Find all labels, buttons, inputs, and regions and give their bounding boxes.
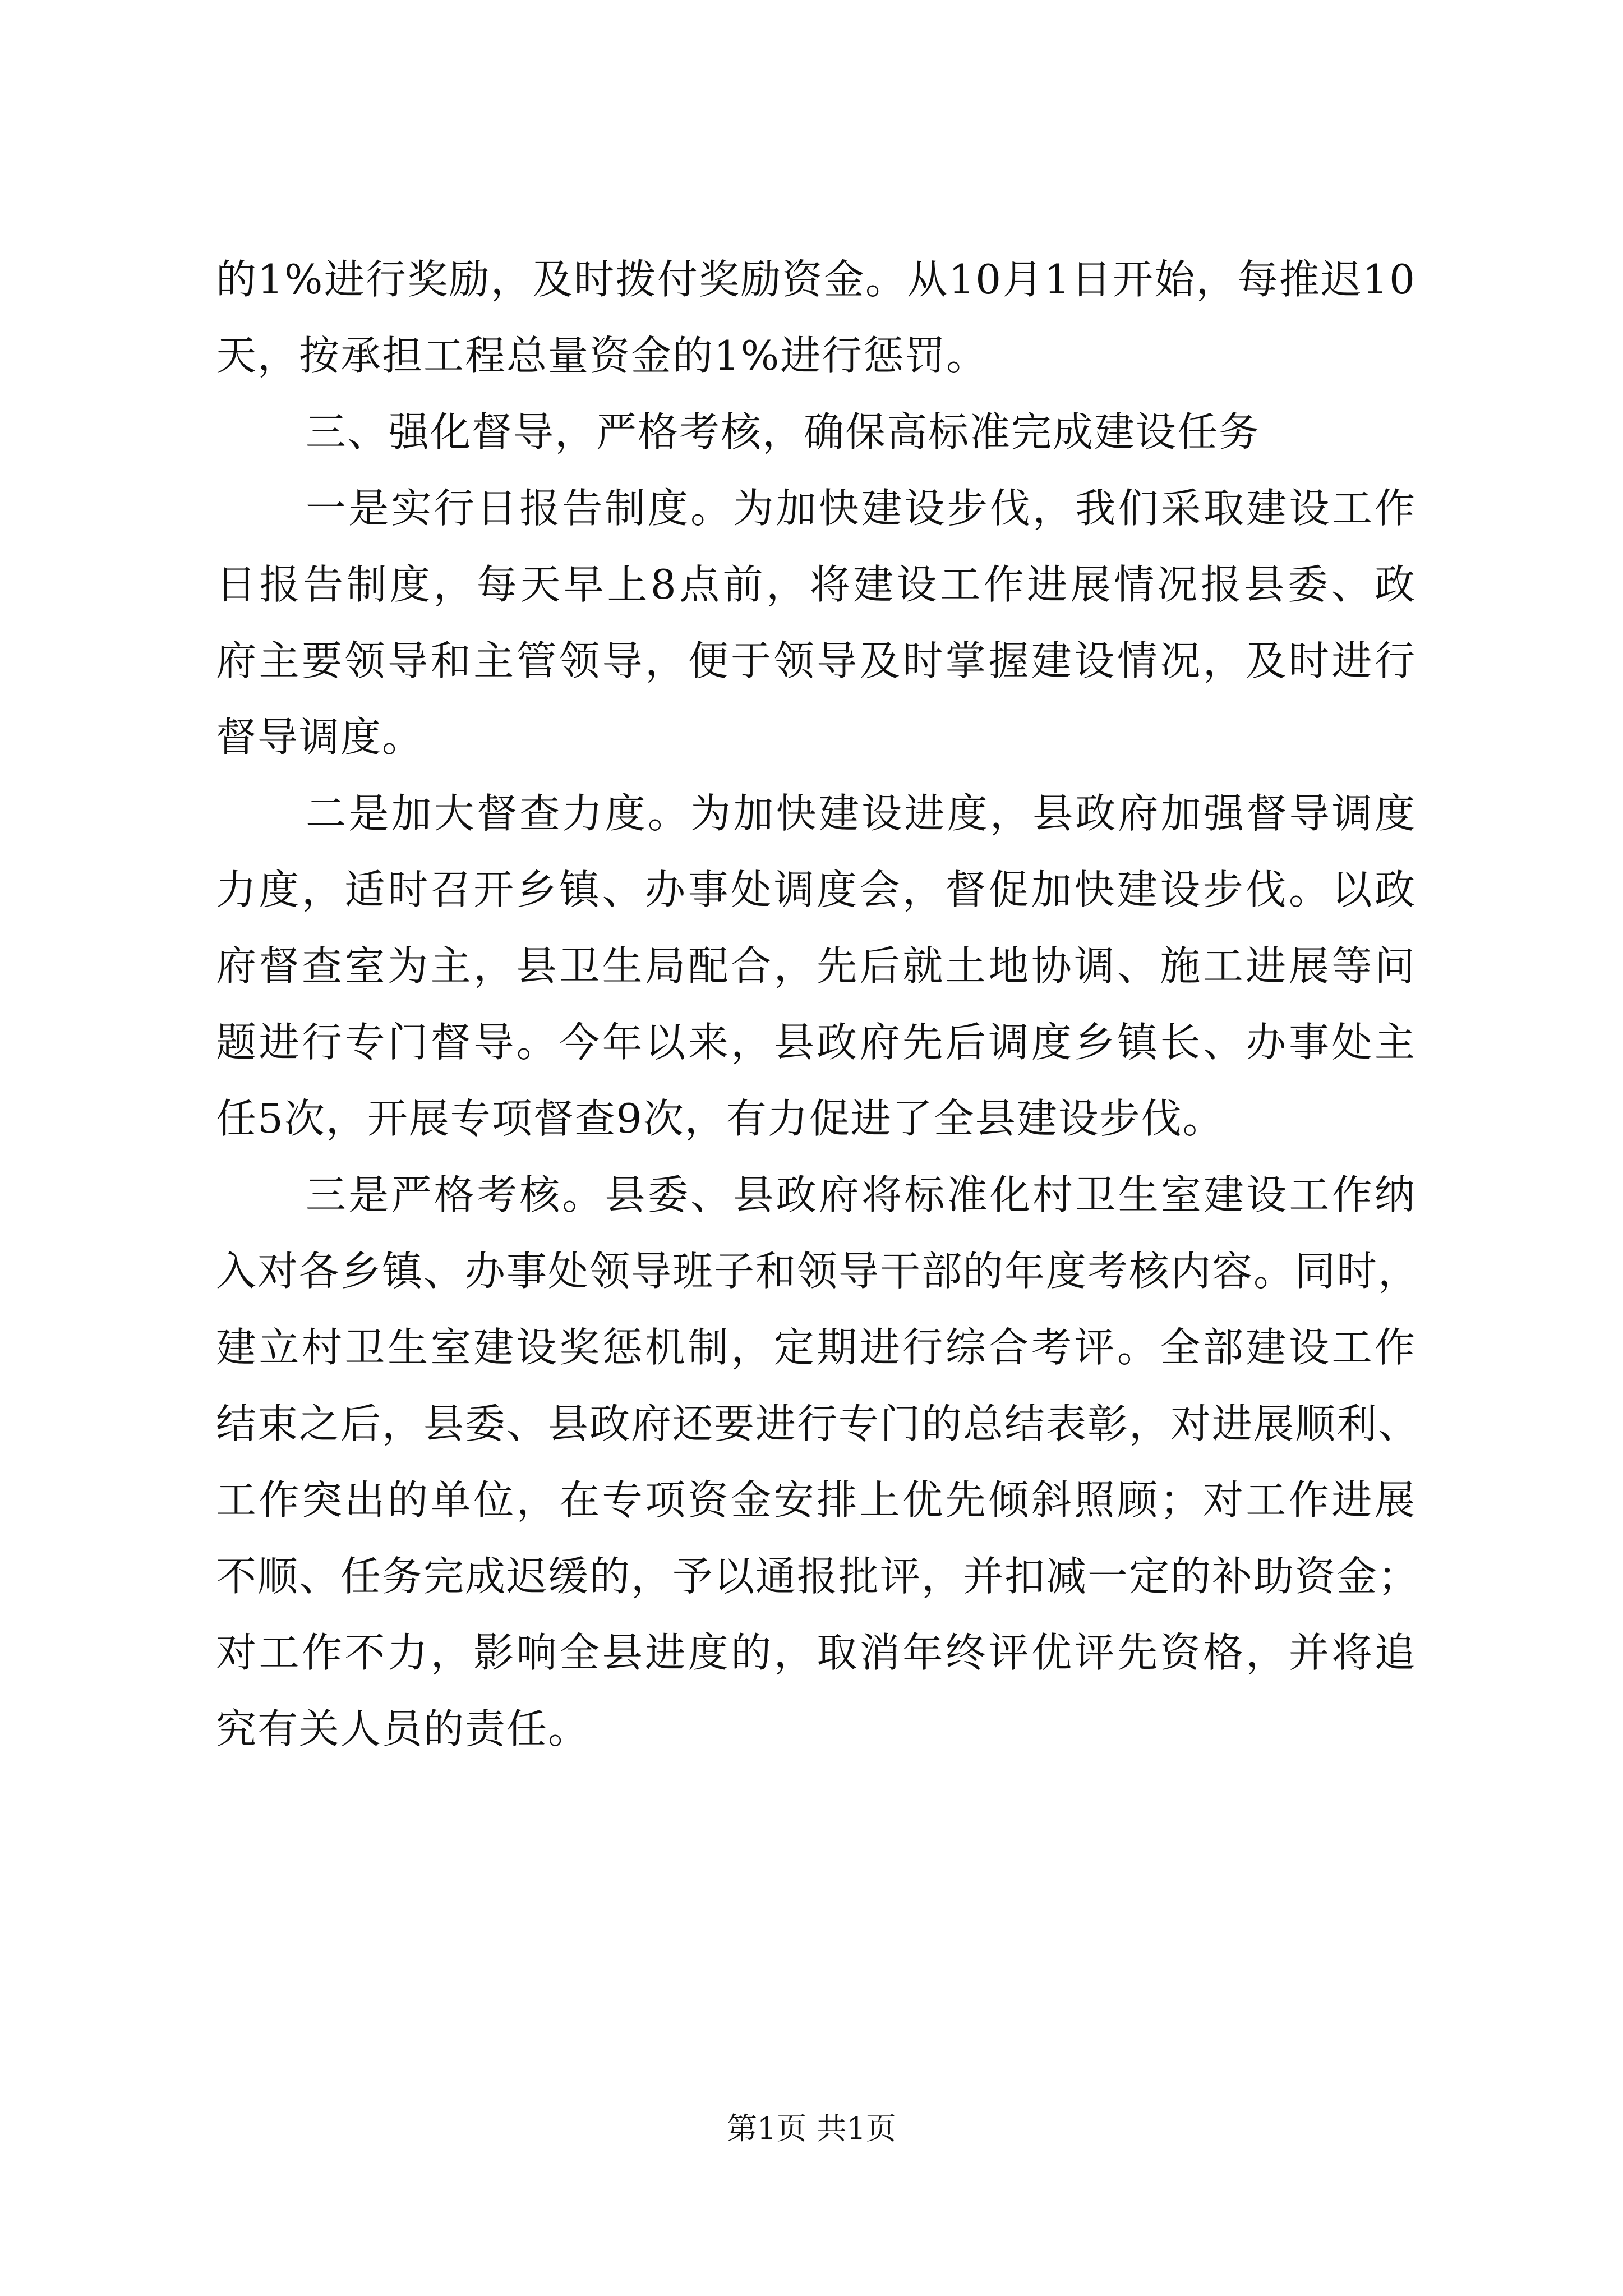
text-line: 工作突出的单位，在专项资金安排上优先倾斜照顾；对工作进展: [216, 1476, 1416, 1524]
text-line: 三是严格考核。县委、县政府将标准化村卫生室建设工作纳: [306, 1171, 1416, 1218]
text-line: 日报告制度，每天早上8点前，将建设工作进展情况报县委、政: [216, 561, 1416, 608]
page-number-label: 第1页 共1页: [727, 2111, 896, 2146]
document-body: [216, 241, 1420, 1767]
text-line: 建立村卫生室建设奖惩机制，定期进行综合考评。全部建设工作: [216, 1324, 1416, 1371]
paragraph-supervision: [216, 775, 1416, 1157]
text-line: 对工作不力，影响全县进度的，取消年终评优评先资格，并将追: [216, 1629, 1416, 1676]
text-line: 入对各乡镇、办事处领导班子和领导干部的年度考核内容。同时，: [216, 1248, 1420, 1295]
paragraph-daily-report: [216, 470, 1416, 775]
text-line: 力度，适时召开乡镇、办事处调度会，督促加快建设步伐。以政: [216, 866, 1416, 913]
text-line: 任5次，开展专项督查9次，有力促进了全县建设步伐。: [216, 1095, 1224, 1142]
text-line: 究有关人员的责任。: [216, 1705, 590, 1752]
text-line: 二是加大督查力度。为加快建设进度，县政府加强督导调度: [306, 790, 1416, 837]
text-line: 府主要领导和主管领导，便于领导及时掌握建设情况，及时进行: [216, 637, 1416, 684]
section-heading: [216, 394, 1416, 470]
page-footer: [0, 2109, 1623, 2148]
paragraph-assessment: [216, 1157, 1420, 1767]
text-line: 结束之后，县委、县政府还要进行专门的总结表彰，对进展顺利、: [216, 1400, 1420, 1447]
text-line: 天，按承担工程总量资金的1%进行惩罚。: [216, 332, 988, 379]
text-line: 府督查室为主，县卫生局配合，先后就土地协调、施工进展等问: [216, 942, 1416, 990]
section-heading-text: 三、强化督导，严格考核，确保高标准完成建设任务: [306, 408, 1261, 455]
text-line: 不顺、任务完成迟缓的，予以通报批评，并扣减一定的补助资金；: [216, 1553, 1420, 1600]
paragraph-reward-penalty: [216, 241, 1416, 394]
text-line: 的1%进行奖励，及时拨付奖励资金。从10月1日开始，每推迟10: [216, 256, 1416, 303]
text-line: 督导调度。: [216, 714, 424, 761]
text-line: 一是实行日报告制度。为加快建设步伐，我们采取建设工作: [306, 485, 1416, 532]
text-line: 题进行专门督导。今年以来，县政府先后调度乡镇长、办事处主: [216, 1019, 1416, 1066]
